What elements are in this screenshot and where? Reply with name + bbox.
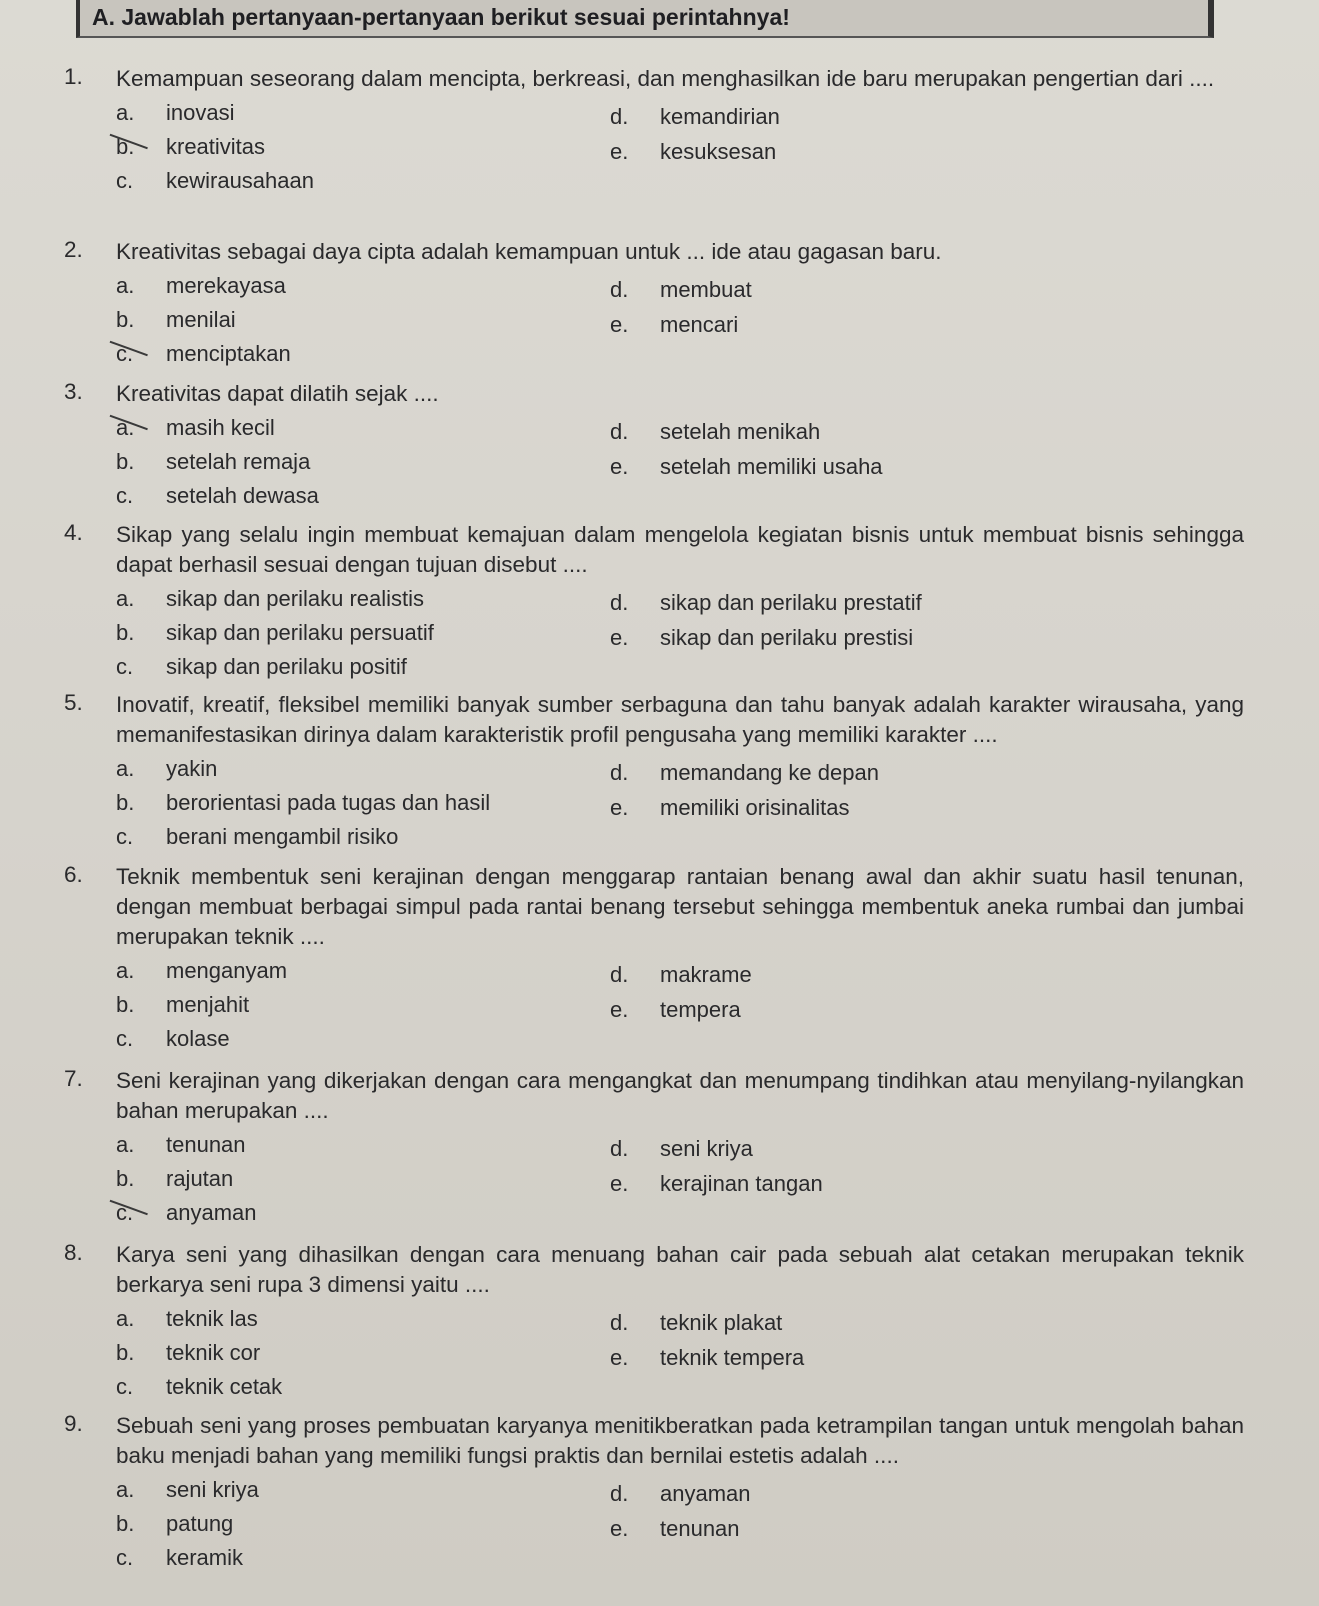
- option-d[interactable]: d. teknik plakat: [610, 1310, 783, 1335]
- question-4: [64, 520, 1244, 688]
- option-e[interactable]: e. mencari: [610, 312, 739, 337]
- question-3: [64, 379, 1244, 517]
- option-b[interactable]: b. teknik cor: [116, 1340, 261, 1365]
- question-number: 5.: [64, 690, 83, 715]
- option-b[interactable]: b. kreativitas: [116, 134, 265, 160]
- option-e[interactable]: e. tempera: [610, 997, 741, 1022]
- option-d[interactable]: d. setelah menikah: [610, 419, 821, 444]
- option-c[interactable]: c. setelah dewasa: [116, 483, 319, 508]
- question-text: Sebuah seni yang proses pembuatan karyanya menitikberatkan pada ketrampilan tangan untuk mengolah bahan baku menjadi bahan yang memiliki fungsi praktis dan bernilai estetis adalah ....: [116, 1413, 1244, 1468]
- option-b[interactable]: b. rajutan: [116, 1166, 234, 1191]
- question-1: [64, 64, 1244, 202]
- question-number: 1.: [64, 64, 83, 89]
- option-a[interactable]: a. tenunan: [116, 1132, 246, 1157]
- question-text: Kreativitas sebagai daya cipta adalah kemampuan untuk ... ide atau gagasan baru.: [116, 239, 942, 264]
- option-a[interactable]: a. teknik las: [116, 1306, 258, 1331]
- question-number: 3.: [64, 379, 83, 404]
- option-d[interactable]: d. seni kriya: [610, 1136, 753, 1161]
- option-b[interactable]: b. berorientasi pada tugas dan hasil: [116, 790, 491, 815]
- question-number: 4.: [64, 520, 83, 545]
- options: [116, 1477, 1244, 1579]
- option-c[interactable]: c. teknik cetak: [116, 1374, 283, 1399]
- option-b[interactable]: b. sikap dan perilaku persuatif: [116, 620, 434, 645]
- option-c[interactable]: c. anyaman: [116, 1200, 257, 1226]
- option-d[interactable]: d. anyaman: [610, 1481, 751, 1506]
- question-text: Inovatif, kreatif, fleksibel memiliki banyak sumber serbaguna dan tahu banyak adalah karakter wirausaha, yang memanifestasikan dirinya dalam karakteristik profil pengusaha yang memiliki karakter ....: [116, 692, 1244, 747]
- option-b[interactable]: b. menjahit: [116, 992, 250, 1017]
- option-a[interactable]: a. merekayasa: [116, 273, 286, 298]
- option-b[interactable]: b. setelah remaja: [116, 449, 311, 474]
- option-c[interactable]: c. kewirausahaan: [116, 168, 314, 193]
- question-number: 2.: [64, 237, 83, 262]
- option-e[interactable]: e. memiliki orisinalitas: [610, 795, 850, 820]
- question-text: Karya seni yang dihasilkan dengan cara menuang bahan cair pada sebuah alat cetakan merupakan teknik berkarya seni rupa 3 dimensi yaitu ....: [116, 1242, 1244, 1297]
- question-5: [64, 690, 1244, 858]
- option-a[interactable]: a. masih kecil: [116, 415, 275, 441]
- question-2: [64, 237, 1244, 375]
- option-e[interactable]: e. kerajinan tangan: [610, 1171, 823, 1196]
- question-9: [64, 1411, 1244, 1579]
- question-text: Kreativitas dapat dilatih sejak ....: [116, 381, 439, 406]
- question-8: [64, 1240, 1244, 1408]
- option-a[interactable]: a. seni kriya: [116, 1477, 259, 1502]
- option-d[interactable]: d. makrame: [610, 962, 752, 987]
- option-e[interactable]: e. tenunan: [610, 1516, 740, 1541]
- option-a[interactable]: a. menganyam: [116, 958, 288, 983]
- options: [116, 1132, 1244, 1234]
- options: [116, 1306, 1244, 1408]
- option-c[interactable]: c. berani mengambil risiko: [116, 824, 399, 849]
- question-number: 9.: [64, 1411, 83, 1436]
- section-title: A. Jawablah pertanyaan-pertanyaan berikut sesuai perintahnya!: [92, 4, 790, 30]
- question-number: 6.: [64, 862, 83, 887]
- option-d[interactable]: d. sikap dan perilaku prestatif: [610, 590, 922, 615]
- option-a[interactable]: a. inovasi: [116, 100, 235, 125]
- question-number: 7.: [64, 1066, 83, 1091]
- option-e[interactable]: e. sikap dan perilaku prestisi: [610, 625, 914, 650]
- options: [116, 586, 1244, 688]
- option-a[interactable]: a. yakin: [116, 756, 218, 781]
- option-d[interactable]: d. memandang ke depan: [610, 760, 879, 785]
- option-d[interactable]: d. kemandirian: [610, 104, 780, 129]
- question-text: Seni kerajinan yang dikerjakan dengan cara mengangkat dan menumpang tindihkan atau menyilang-nyilangkan bahan merupakan ....: [116, 1068, 1244, 1123]
- option-c[interactable]: c. kolase: [116, 1026, 230, 1051]
- question-text: Sikap yang selalu ingin membuat kemajuan dalam mengelola kegiatan bisnis untuk membuat bisnis sehingga dapat berhasil sesuai dengan tujuan disebut ....: [116, 522, 1244, 577]
- options: [116, 415, 1244, 517]
- option-e[interactable]: e. kesuksesan: [610, 139, 777, 164]
- options: [116, 100, 1244, 202]
- options: [116, 273, 1244, 375]
- option-e[interactable]: e. teknik tempera: [610, 1345, 805, 1370]
- question-number: 8.: [64, 1240, 83, 1265]
- option-b[interactable]: b. menilai: [116, 307, 236, 332]
- option-e[interactable]: e. setelah memiliki usaha: [610, 454, 883, 479]
- options: [116, 958, 1244, 1060]
- option-c[interactable]: c. keramik: [116, 1545, 244, 1570]
- options: [116, 756, 1244, 858]
- question-7: [64, 1066, 1244, 1234]
- question-6: [64, 862, 1244, 1060]
- question-text: Teknik membentuk seni kerajinan dengan menggarap rantaian benang awal dan akhir suatu hasil tenunan, dengan membuat berbagai simpul pada rantai benang tersebut sehingga membentuk aneka rumbai dan jumbai merupakan teknik ....: [116, 864, 1244, 949]
- option-b[interactable]: b. patung: [116, 1511, 234, 1536]
- option-d[interactable]: d. membuat: [610, 277, 752, 302]
- option-a[interactable]: a. sikap dan perilaku realistis: [116, 586, 425, 611]
- option-c[interactable]: c. menciptakan: [116, 341, 291, 367]
- question-text: Kemampuan seseorang dalam mencipta, berkreasi, dan menghasilkan ide baru merupakan pengertian dari ....: [116, 66, 1215, 91]
- option-c[interactable]: c. sikap dan perilaku positif: [116, 654, 407, 679]
